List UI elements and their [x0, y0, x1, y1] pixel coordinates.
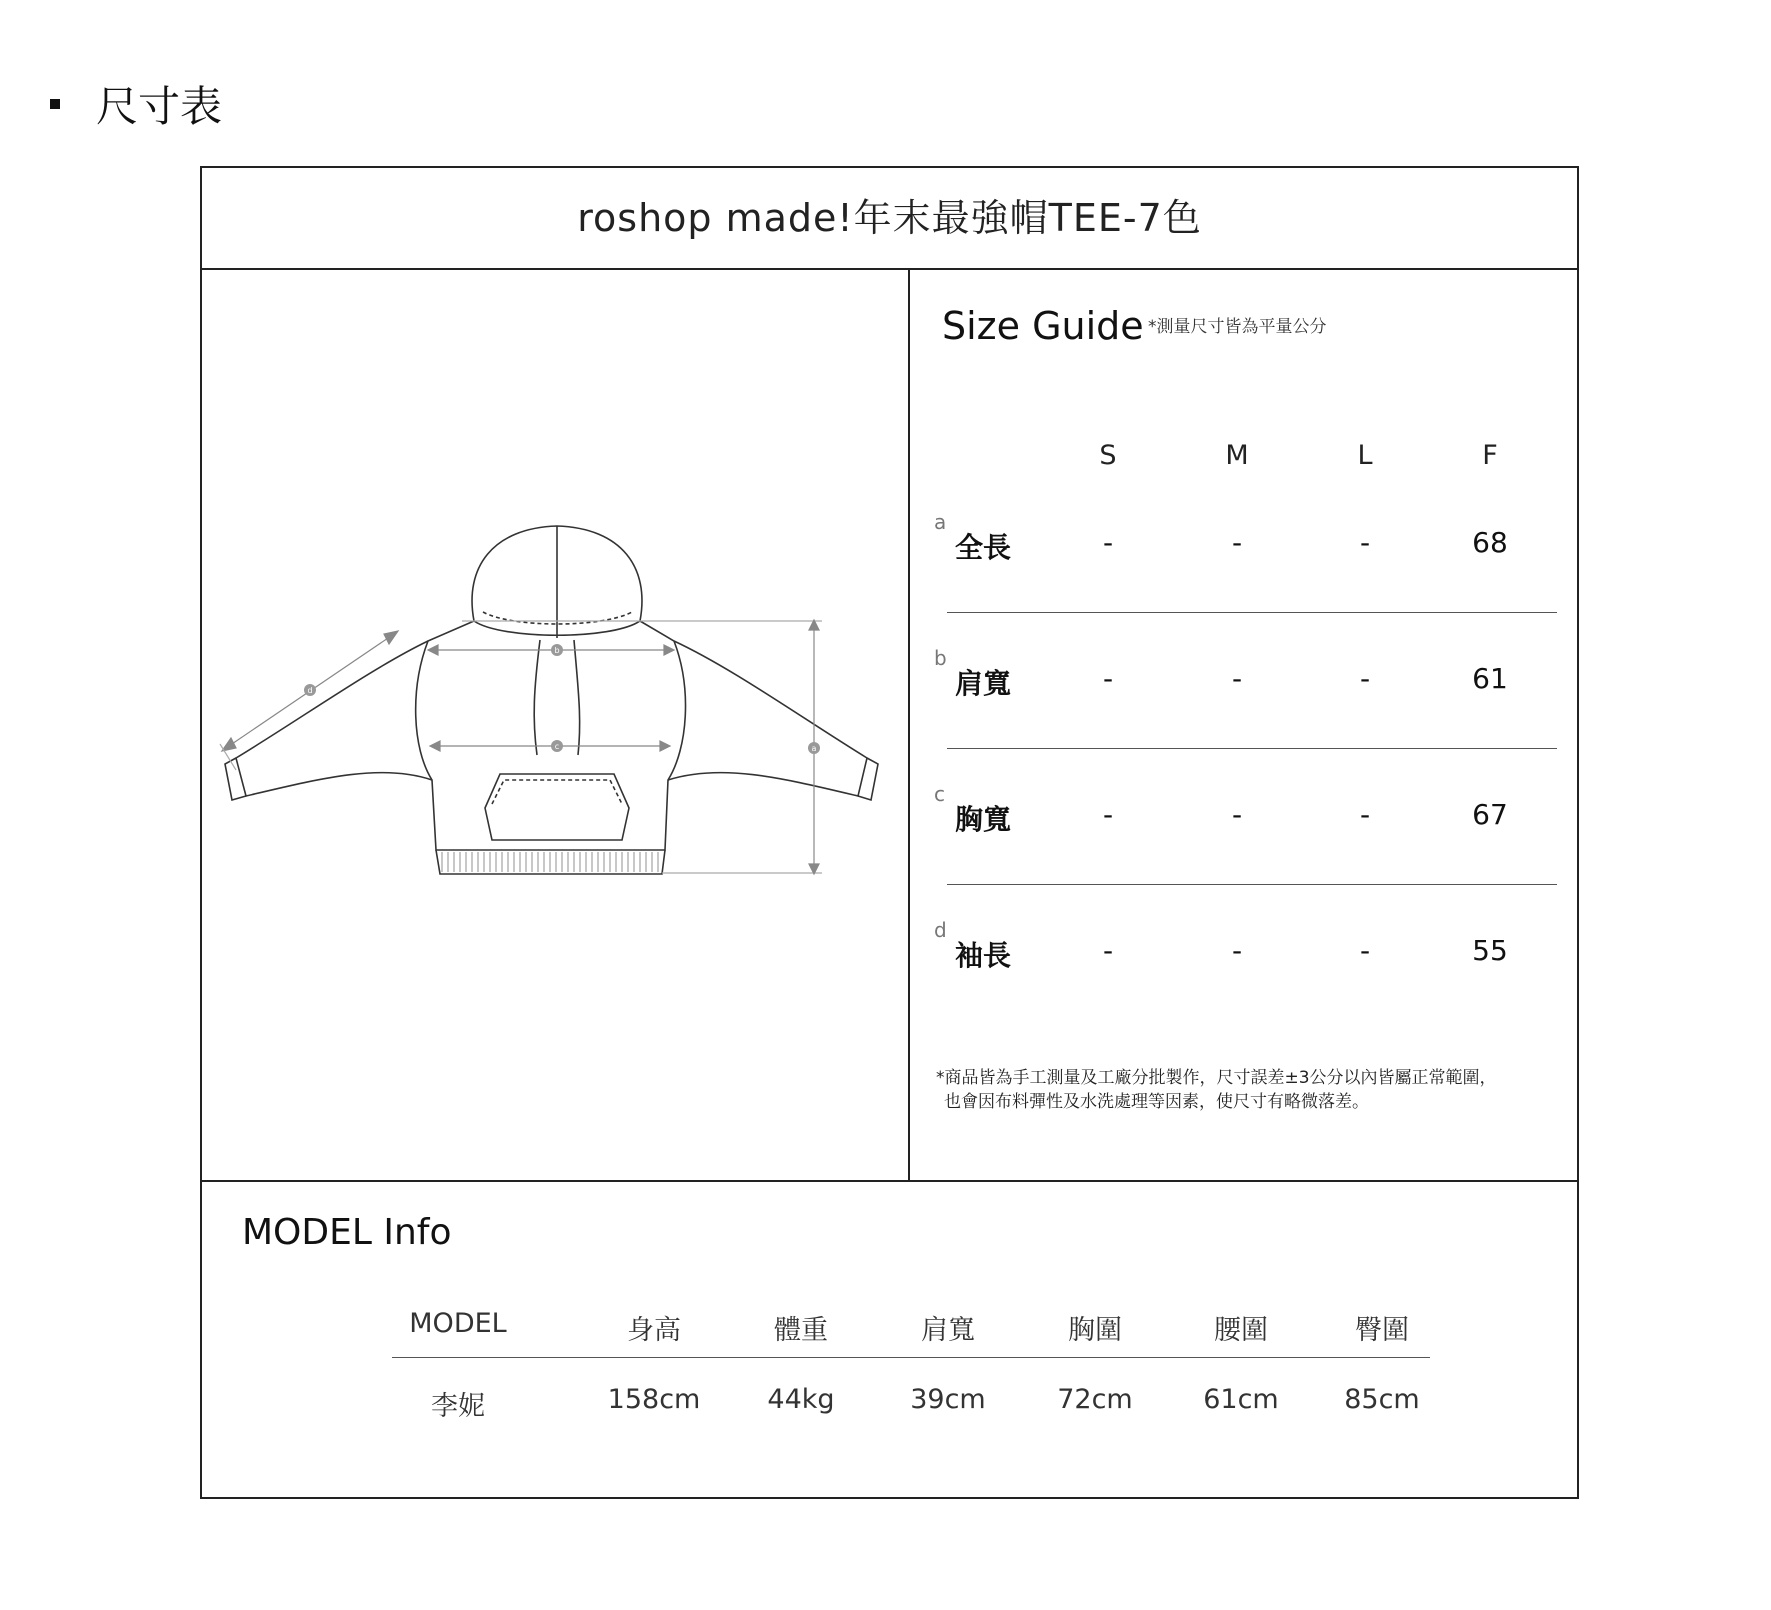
size-chart-card — [200, 166, 1579, 1499]
row-value: 68 — [1472, 526, 1508, 559]
model-info-section — [202, 1180, 1577, 1497]
model-cell: 44kg — [767, 1384, 835, 1415]
disclaimer-line: 也會因布料彈性及水洗處理等因素，使尺寸有略微落差。 — [944, 1092, 1369, 1112]
marker-d-label: d — [307, 686, 313, 695]
hoodie-illustration-panel — [202, 268, 910, 1180]
row-value: - — [1231, 798, 1243, 831]
row-value: - — [1231, 662, 1243, 695]
size-header-l: L — [1357, 440, 1373, 471]
model-header: 腰圍 — [1214, 1315, 1268, 1346]
row-value: 67 — [1472, 798, 1508, 831]
product-title: roshop made!年末最強帽TEE-7色 — [202, 168, 1577, 270]
size-header-f: F — [1482, 440, 1498, 471]
section-heading — [50, 74, 222, 134]
model-cell: 85cm — [1344, 1384, 1420, 1415]
model-header: 胸圍 — [1068, 1315, 1122, 1346]
row-value: - — [1359, 526, 1371, 559]
row-value: - — [1102, 798, 1114, 831]
row-letter: b — [934, 646, 947, 670]
marker-b-label: b — [554, 646, 560, 655]
size-row-sleeve — [912, 916, 1579, 1052]
size-header-s: S — [1099, 440, 1117, 471]
model-cell: 李妮 — [431, 1391, 485, 1422]
model-cell: 39cm — [910, 1384, 986, 1415]
row-label: 全長 — [955, 531, 1012, 564]
measurement-disclaimer — [936, 1066, 1497, 1114]
model-header: 體重 — [774, 1315, 828, 1346]
row-letter: c — [934, 782, 945, 806]
model-header: MODEL — [409, 1308, 507, 1339]
row-divider — [947, 748, 1557, 749]
model-cell: 72cm — [1057, 1384, 1133, 1415]
model-table-divider — [392, 1357, 1430, 1358]
size-guide-panel — [912, 268, 1579, 1180]
row-value: - — [1102, 934, 1114, 967]
row-value: - — [1231, 526, 1243, 559]
model-header: 肩寬 — [921, 1315, 975, 1346]
row-label: 胸寬 — [955, 803, 1012, 836]
model-header: 臀圍 — [1355, 1315, 1409, 1346]
row-label: 袖長 — [955, 939, 1012, 972]
section-heading-text: 尺寸表 — [96, 82, 223, 131]
row-value: - — [1359, 662, 1371, 695]
size-row-chest — [912, 780, 1579, 916]
marker-c-label: c — [554, 742, 560, 751]
model-cell: 158cm — [607, 1384, 701, 1415]
row-value: - — [1102, 526, 1114, 559]
row-letter: a — [934, 510, 947, 534]
row-value: - — [1231, 934, 1243, 967]
row-value: 55 — [1472, 934, 1508, 967]
row-value: 61 — [1472, 662, 1508, 695]
size-guide-note: *測量尺寸皆為平量公分 — [1148, 317, 1327, 337]
size-row-length — [912, 508, 1579, 644]
row-value: - — [1359, 798, 1371, 831]
row-label: 肩寬 — [955, 667, 1012, 700]
marker-a-label: a — [811, 744, 817, 753]
size-guide-title: Size Guide — [942, 304, 1144, 348]
bullet-icon — [50, 99, 60, 109]
model-info-title: MODEL Info — [242, 1212, 452, 1253]
model-header: 身高 — [627, 1315, 681, 1346]
row-letter: d — [934, 918, 947, 942]
disclaimer-line: *商品皆為手工測量及工廠分批製作，尺寸誤差±3公分以內皆屬正常範圍， — [936, 1068, 1497, 1088]
size-row-shoulder — [912, 644, 1579, 780]
row-divider — [947, 612, 1557, 613]
size-header-m: M — [1225, 440, 1249, 471]
row-divider — [947, 884, 1557, 885]
model-cell: 61cm — [1203, 1384, 1279, 1415]
row-value: - — [1102, 662, 1114, 695]
row-value: - — [1359, 934, 1371, 967]
hoodie-diagram-icon — [202, 268, 908, 1180]
